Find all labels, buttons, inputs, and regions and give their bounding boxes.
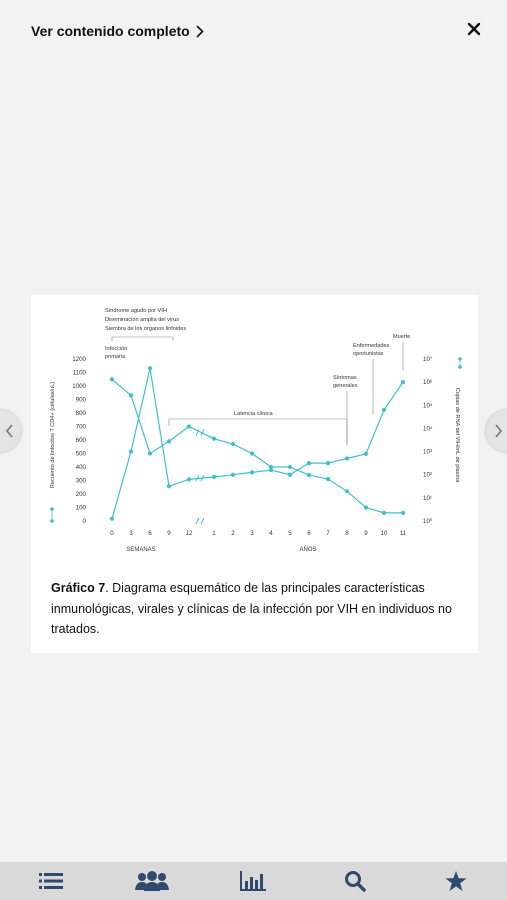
chevron-left-icon (5, 424, 14, 438)
rna-point (269, 468, 273, 472)
legend-marker-right (458, 357, 462, 361)
annotation-dissemination: Diseminación amplia del virus (105, 317, 179, 323)
full-content-link[interactable] (31, 23, 204, 39)
cd4-point (382, 511, 386, 515)
x-tick: 1 (212, 530, 216, 537)
annotation-bracket (169, 419, 347, 445)
hiv-chart (31, 295, 478, 565)
y-tick-right: 10² (423, 471, 432, 479)
y-tick-left: 1200 (72, 356, 86, 363)
y-tick-right: 10⁵ (423, 402, 433, 410)
cd4-point (307, 473, 311, 477)
annotation-general-symptoms: Síntomas (333, 375, 357, 381)
rna-point (307, 461, 311, 465)
y-tick-left: 100 (75, 504, 86, 512)
cd4-point (187, 424, 191, 428)
annotation-seeding: Siembra de los órganos linfoides (105, 326, 187, 332)
tab-search[interactable] (335, 862, 375, 900)
y-tick-left: 200 (75, 491, 86, 498)
cd4-point (167, 439, 171, 443)
y-tick-left: 400 (75, 464, 86, 471)
rna-point (148, 366, 152, 370)
tab-index[interactable] (31, 862, 71, 900)
x-tick: 7 (326, 530, 330, 537)
y-tick-right: 10¹ (423, 494, 432, 502)
cd4-point (148, 451, 152, 455)
legend-marker-right (458, 365, 462, 369)
cd4-point (231, 442, 235, 446)
chevron-right-icon (196, 25, 204, 38)
x-tick: 9 (364, 530, 368, 537)
rna-point (110, 517, 114, 521)
y-tick-right: 10⁷ (423, 356, 433, 363)
y-tick-left: 700 (75, 423, 86, 431)
bottom-tab-bar (0, 862, 507, 900)
x-tick: 2 (231, 530, 235, 537)
y-tick-right: 10⁶ (423, 379, 433, 387)
caption-label: Gráfico 7 (51, 581, 106, 595)
annotation-acute: Síndrome agudo por VIH (105, 308, 167, 314)
cd4-point (345, 489, 349, 493)
tab-charts[interactable] (233, 862, 273, 900)
full-content-label: Ver contenido completo (31, 23, 190, 39)
cd4-point (326, 477, 330, 481)
legend-marker-left (50, 507, 54, 511)
cd4-point (110, 377, 114, 381)
series-rna-line (112, 368, 403, 518)
rna-point (187, 477, 191, 481)
y-axis-label-left: Recuento de linfocitos T CD4+ (células/uL) (50, 381, 56, 489)
y-tick-right: 10⁴ (423, 425, 433, 433)
cd4-point (129, 393, 133, 397)
annotation-general-symptoms: generales (333, 383, 358, 389)
next-button[interactable] (486, 410, 507, 452)
y-tick-left: 1000 (72, 383, 86, 390)
x-tick: 3 (129, 530, 133, 537)
tab-favorites[interactable] (436, 862, 476, 900)
rna-point (167, 484, 171, 488)
x-tick: 4 (269, 530, 273, 537)
search-icon (344, 870, 366, 892)
x-tick: 5 (288, 530, 292, 537)
annotation-opportunistic: oportunistas (353, 351, 384, 357)
x-tick: 10 (380, 530, 388, 537)
y-tick-left: 900 (75, 396, 86, 404)
annotation-death: Muerte (393, 334, 411, 340)
rna-point (345, 456, 349, 460)
close-icon[interactable] (465, 20, 483, 38)
x-tick: 0 (110, 530, 114, 537)
top-bar (0, 0, 507, 64)
x-group-label: SEMANAS (126, 547, 156, 553)
rna-point (231, 473, 235, 477)
rna-point (250, 470, 254, 474)
rna-point (382, 408, 386, 412)
rna-point (326, 461, 330, 465)
y-axis-label-right: Copias de RNA del VIH/mL de plasma (454, 387, 460, 483)
annotation-opportunistic: Enfermedades (353, 343, 390, 349)
rna-point (129, 449, 133, 453)
y-tick-right: 10⁰ (423, 518, 433, 525)
tab-users[interactable] (132, 862, 172, 900)
cd4-point (401, 511, 405, 515)
y-tick-left: 300 (75, 477, 86, 485)
axis-break (196, 518, 204, 524)
y-tick-left: 0 (82, 518, 86, 525)
cd4-point (250, 451, 254, 455)
x-tick: 6 (148, 530, 152, 537)
rna-point (212, 475, 216, 479)
y-tick-left: 1100 (72, 369, 86, 377)
y-tick-left: 500 (75, 450, 86, 458)
bar-chart-icon (240, 871, 266, 891)
y-tick-left: 600 (75, 437, 86, 444)
legend-marker-left (50, 519, 54, 523)
y-tick-right: 10³ (423, 448, 432, 456)
annotation-primary: primaria (105, 354, 126, 360)
users-icon (135, 871, 169, 891)
star-icon (445, 871, 467, 892)
x-tick: 6 (307, 530, 311, 537)
cd4-point (212, 437, 216, 441)
figure-card (31, 295, 478, 653)
x-tick: 8 (345, 530, 349, 537)
rna-point (364, 452, 368, 456)
x-tick: 11 (399, 530, 407, 537)
y-tick-left: 800 (75, 410, 86, 417)
rna-point (288, 473, 292, 477)
series-cd4-line (112, 379, 403, 513)
x-tick: 12 (185, 530, 193, 537)
rna-point (401, 380, 405, 384)
figure-caption (51, 578, 471, 640)
caption-text: . Diagrama esquemático de las principales características inmunológicas, virales y clínicas de la infección por VIH en individuos no tratados. (51, 581, 452, 636)
x-tick: 9 (167, 530, 171, 537)
annotation-latency: Latencia clínica (234, 411, 273, 417)
chevron-right-icon (494, 424, 503, 438)
list-icon (39, 872, 63, 890)
annotation-bracket (112, 337, 173, 341)
x-tick: 3 (250, 530, 254, 537)
annotation-primary: Infección (105, 346, 128, 352)
cd4-point (364, 505, 368, 509)
cd4-point (288, 465, 292, 469)
previous-button[interactable] (0, 410, 21, 452)
x-group-label: AÑOS (299, 547, 317, 553)
